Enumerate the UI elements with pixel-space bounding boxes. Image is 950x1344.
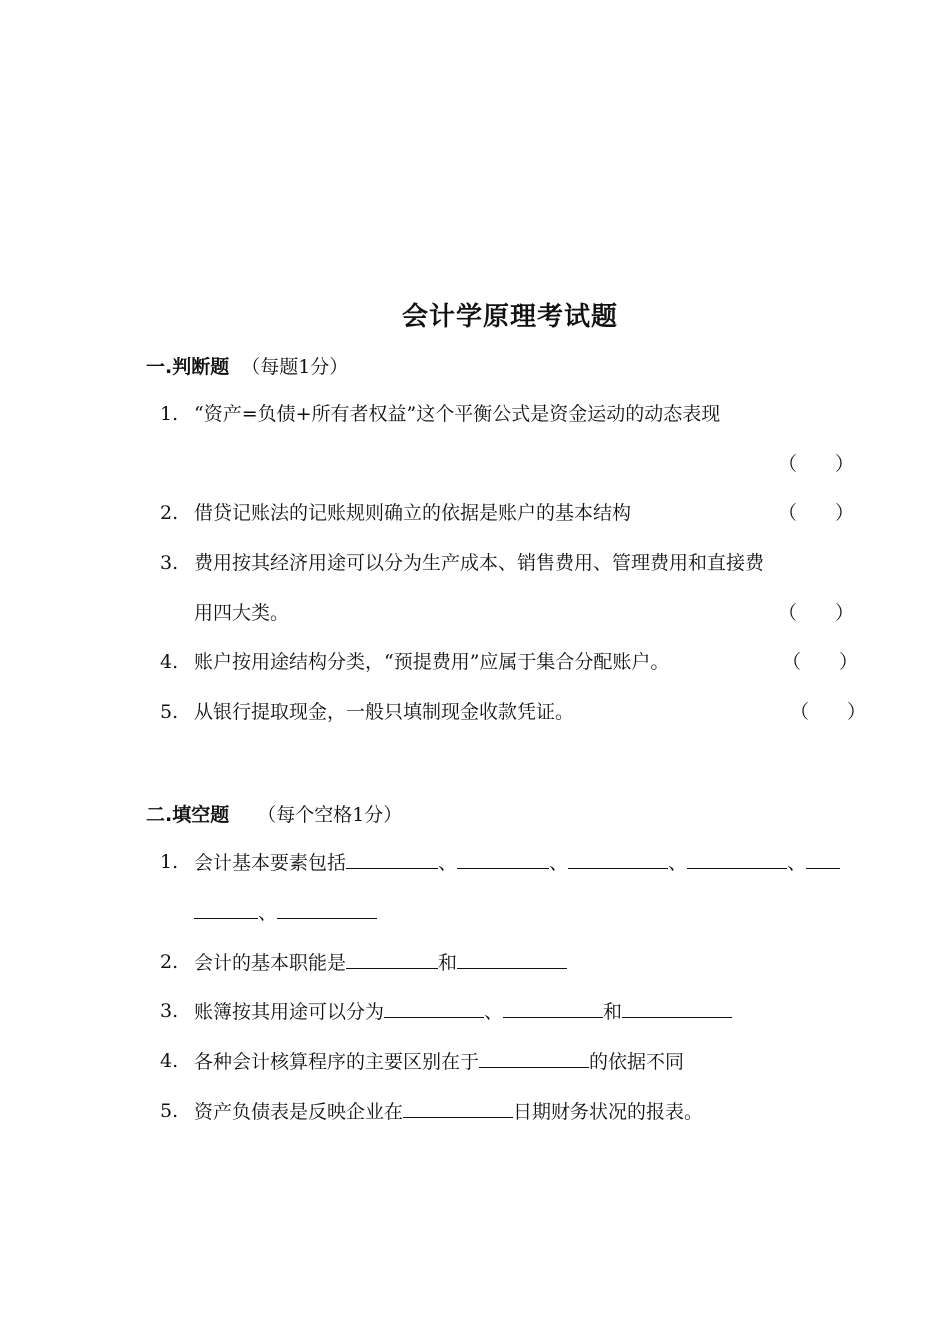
answer-blank[interactable] [346,850,438,869]
section-label: 二.填空题 [146,804,230,826]
answer-blank[interactable] [384,999,484,1018]
fill-blank-question [194,1099,703,1124]
question-text: 借贷记账法的记账规则确立的依据是账户的基本结构 [194,502,632,524]
question-text: 日期财务状况的报表。 [513,1101,704,1123]
answer-blank[interactable] [277,900,377,919]
answer-parentheses: （ ） [778,502,855,524]
answer-blank[interactable] [806,850,840,869]
question-number: 1. [160,403,179,425]
answer-blank[interactable] [568,850,668,869]
fill-blank-question-continued [194,900,377,925]
answer-blank[interactable] [457,850,549,869]
fill-blank-question [194,950,567,975]
question-number: 5. [160,1100,179,1122]
answer-blank[interactable] [194,900,258,919]
question-number: 3. [160,552,179,574]
question-text: 和 [438,952,458,974]
answer-blank[interactable] [687,850,787,869]
question-text: 各种会计核算程序的主要区别在于 [194,1051,480,1073]
question-text: 从银行提取现金，一般只填制现金收款凭证。 [194,701,575,723]
separator: 、 [549,852,569,874]
question-text: 会计的基本职能是 [194,952,347,974]
question-number: 2. [160,502,179,524]
fill-blank-question [194,999,732,1024]
fill-blank-question [194,850,840,875]
question-text: 账户按用途结构分类，“预提费用”应属于集合分配账户。 [194,651,670,673]
section-score-note: （每个空格1分） [257,804,403,826]
question-number: 2. [160,951,179,973]
question-number: 1. [160,851,179,873]
answer-parentheses: （ ） [778,602,855,624]
question-text: 账簿按其用途可以分为 [194,1001,385,1023]
answer-parentheses: （ ） [790,701,867,723]
question-text: 和 [603,1001,623,1023]
answer-parentheses: （ ） [782,651,859,673]
answer-blank[interactable] [457,950,567,969]
question-text: 费用按其经济用途可以分为生产成本、销售费用、管理费用和直接费 [194,552,765,574]
question-number: 4. [160,1050,179,1072]
answer-blank[interactable] [622,999,732,1018]
separator: 、 [668,852,688,874]
answer-blank[interactable] [503,999,603,1018]
fill-blank-question [194,1049,684,1074]
section-score-note: （每题1分） [241,356,349,378]
answer-blank[interactable] [479,1049,589,1068]
separator: 、 [258,902,278,924]
separator: 、 [484,1001,504,1023]
separator: 、 [438,852,458,874]
section-heading-true-false [146,352,348,379]
question-number: 3. [160,1000,179,1022]
question-text: “资产=负债+所有者权益”这个平衡公式是资金运动的动态表现 [194,403,721,425]
question-text: 资产负债表是反映企业在 [194,1101,404,1123]
question-text: 会计基本要素包括 [194,852,347,874]
exam-title: 会计学原理考试题 [401,302,618,332]
section-label: 一.判断题 [146,356,230,378]
section-heading-fill-blank [146,800,402,827]
question-text: 的依据不同 [589,1051,685,1073]
question-number: 4. [160,651,179,673]
separator: 、 [787,852,807,874]
question-number: 5. [160,701,179,723]
question-text-continued: 用四大类。 [194,602,290,624]
answer-blank[interactable] [346,950,438,969]
answer-blank[interactable] [403,1099,513,1118]
answer-parentheses: （ ） [778,453,855,475]
